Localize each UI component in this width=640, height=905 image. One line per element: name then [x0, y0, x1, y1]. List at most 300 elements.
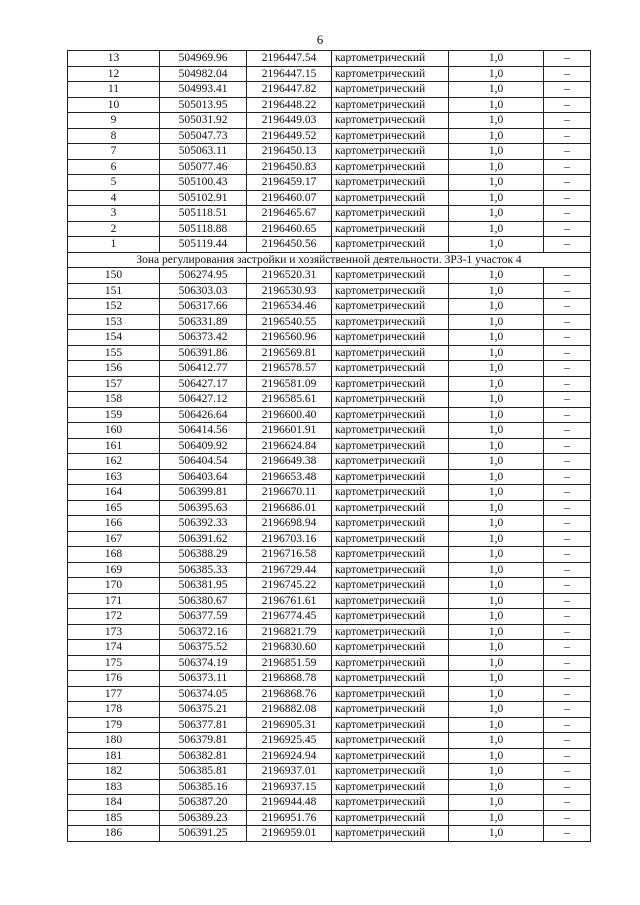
note-cell: – — [544, 593, 591, 609]
method-cell: картометрический — [332, 423, 449, 439]
point-number-cell: 172 — [68, 609, 160, 625]
method-cell: картометрический — [332, 438, 449, 454]
method-cell: картометрический — [332, 810, 449, 826]
table-row — [68, 795, 591, 811]
method-cell: картометрический — [332, 748, 449, 764]
accuracy-cell: 1,0 — [449, 113, 544, 129]
note-cell: – — [544, 779, 591, 795]
x-coordinate-cell: 506391.86 — [160, 345, 247, 361]
y-coordinate-cell: 2196460.07 — [247, 190, 332, 206]
accuracy-cell: 1,0 — [449, 469, 544, 485]
x-coordinate-cell: 506317.66 — [160, 299, 247, 315]
table-row — [68, 671, 591, 687]
accuracy-cell: 1,0 — [449, 423, 544, 439]
y-coordinate-cell: 2196716.58 — [247, 547, 332, 563]
x-coordinate-cell: 506392.33 — [160, 516, 247, 532]
table-row — [68, 531, 591, 547]
table-row — [68, 82, 591, 98]
table-row — [68, 175, 591, 191]
method-cell: картометрический — [332, 113, 449, 129]
note-cell: – — [544, 438, 591, 454]
y-coordinate-cell: 2196448.22 — [247, 97, 332, 113]
table-row — [68, 314, 591, 330]
accuracy-cell: 1,0 — [449, 671, 544, 687]
note-cell: – — [544, 795, 591, 811]
x-coordinate-cell: 506385.16 — [160, 779, 247, 795]
point-number-cell: 153 — [68, 314, 160, 330]
x-coordinate-cell: 506427.17 — [160, 376, 247, 392]
table-row — [68, 717, 591, 733]
method-cell: картометрический — [332, 330, 449, 346]
y-coordinate-cell: 2196585.61 — [247, 392, 332, 408]
note-cell: – — [544, 423, 591, 439]
method-cell: картометрический — [332, 175, 449, 191]
section-title: Зона регулирования застройки и хозяйственной деятельности. ЗРЗ-1 участок 4 — [68, 252, 591, 268]
y-coordinate-cell: 2196460.65 — [247, 221, 332, 237]
point-number-cell: 152 — [68, 299, 160, 315]
point-number-cell: 163 — [68, 469, 160, 485]
note-cell: – — [544, 113, 591, 129]
point-number-cell: 155 — [68, 345, 160, 361]
x-coordinate-cell: 506274.95 — [160, 268, 247, 284]
y-coordinate-cell: 2196601.91 — [247, 423, 332, 439]
y-coordinate-cell: 2196670.11 — [247, 485, 332, 501]
table-row — [68, 345, 591, 361]
accuracy-cell: 1,0 — [449, 190, 544, 206]
x-coordinate-cell: 506375.21 — [160, 702, 247, 718]
method-cell: картометрический — [332, 779, 449, 795]
x-coordinate-cell: 506389.23 — [160, 810, 247, 826]
x-coordinate-cell: 506374.19 — [160, 655, 247, 671]
accuracy-cell: 1,0 — [449, 624, 544, 640]
method-cell: картометрический — [332, 640, 449, 656]
note-cell: – — [544, 376, 591, 392]
point-number-cell: 11 — [68, 82, 160, 98]
method-cell: картометрический — [332, 128, 449, 144]
y-coordinate-cell: 2196450.56 — [247, 237, 332, 253]
table-row — [68, 190, 591, 206]
table-row — [68, 392, 591, 408]
y-coordinate-cell: 2196540.55 — [247, 314, 332, 330]
y-coordinate-cell: 2196653.48 — [247, 469, 332, 485]
y-coordinate-cell: 2196905.31 — [247, 717, 332, 733]
x-coordinate-cell: 505100.43 — [160, 175, 247, 191]
method-cell: картометрический — [332, 795, 449, 811]
section-header — [68, 252, 591, 268]
table-row — [68, 221, 591, 237]
point-number-cell: 179 — [68, 717, 160, 733]
method-cell: картометрический — [332, 97, 449, 113]
accuracy-cell: 1,0 — [449, 361, 544, 377]
accuracy-cell: 1,0 — [449, 779, 544, 795]
x-coordinate-cell: 506303.03 — [160, 283, 247, 299]
y-coordinate-cell: 2196600.40 — [247, 407, 332, 423]
note-cell: – — [544, 51, 591, 67]
x-coordinate-cell: 504993.41 — [160, 82, 247, 98]
y-coordinate-cell: 2196649.38 — [247, 454, 332, 470]
x-coordinate-cell: 506373.11 — [160, 671, 247, 687]
x-coordinate-cell: 506404.54 — [160, 454, 247, 470]
x-coordinate-cell: 506399.81 — [160, 485, 247, 501]
accuracy-cell: 1,0 — [449, 547, 544, 563]
accuracy-cell: 1,0 — [449, 593, 544, 609]
table-row — [68, 702, 591, 718]
accuracy-cell: 1,0 — [449, 51, 544, 67]
section-row — [68, 252, 591, 268]
note-cell: – — [544, 702, 591, 718]
y-coordinate-cell: 2196465.67 — [247, 206, 332, 222]
table-row — [68, 485, 591, 501]
point-number-cell: 158 — [68, 392, 160, 408]
table-row — [68, 764, 591, 780]
table-row — [68, 578, 591, 594]
point-number-cell: 167 — [68, 531, 160, 547]
accuracy-cell: 1,0 — [449, 221, 544, 237]
x-coordinate-cell: 506379.81 — [160, 733, 247, 749]
x-coordinate-cell: 506382.81 — [160, 748, 247, 764]
accuracy-cell: 1,0 — [449, 175, 544, 191]
note-cell: – — [544, 283, 591, 299]
y-coordinate-cell: 2196868.78 — [247, 671, 332, 687]
x-coordinate-cell: 506387.20 — [160, 795, 247, 811]
point-number-cell: 13 — [68, 51, 160, 67]
table-row — [68, 113, 591, 129]
x-coordinate-cell: 506414.56 — [160, 423, 247, 439]
table-body-bottom — [68, 268, 591, 842]
note-cell: – — [544, 686, 591, 702]
y-coordinate-cell: 2196698.94 — [247, 516, 332, 532]
table-row — [68, 330, 591, 346]
y-coordinate-cell: 2196851.59 — [247, 655, 332, 671]
point-number-cell: 173 — [68, 624, 160, 640]
x-coordinate-cell: 506373.42 — [160, 330, 247, 346]
note-cell: – — [544, 748, 591, 764]
x-coordinate-cell: 506412.77 — [160, 361, 247, 377]
note-cell: – — [544, 810, 591, 826]
note-cell: – — [544, 190, 591, 206]
x-coordinate-cell: 505119.44 — [160, 237, 247, 253]
method-cell: картометрический — [332, 283, 449, 299]
note-cell: – — [544, 562, 591, 578]
accuracy-cell: 1,0 — [449, 795, 544, 811]
x-coordinate-cell: 506372.16 — [160, 624, 247, 640]
x-coordinate-cell: 506377.81 — [160, 717, 247, 733]
y-coordinate-cell: 2196450.13 — [247, 144, 332, 160]
point-number-cell: 4 — [68, 190, 160, 206]
table-row — [68, 283, 591, 299]
point-number-cell: 161 — [68, 438, 160, 454]
point-number-cell: 184 — [68, 795, 160, 811]
point-number-cell: 177 — [68, 686, 160, 702]
coordinates-table — [67, 50, 591, 842]
point-number-cell: 7 — [68, 144, 160, 160]
accuracy-cell: 1,0 — [449, 609, 544, 625]
method-cell: картометрический — [332, 268, 449, 284]
method-cell: картометрический — [332, 221, 449, 237]
point-number-cell: 170 — [68, 578, 160, 594]
y-coordinate-cell: 2196761.61 — [247, 593, 332, 609]
method-cell: картометрический — [332, 671, 449, 687]
accuracy-cell: 1,0 — [449, 748, 544, 764]
y-coordinate-cell: 2196450.83 — [247, 159, 332, 175]
point-number-cell: 1 — [68, 237, 160, 253]
point-number-cell: 3 — [68, 206, 160, 222]
method-cell: картометрический — [332, 469, 449, 485]
y-coordinate-cell: 2196578.57 — [247, 361, 332, 377]
table-row — [68, 547, 591, 563]
point-number-cell: 159 — [68, 407, 160, 423]
x-coordinate-cell: 506377.59 — [160, 609, 247, 625]
table-row — [68, 206, 591, 222]
y-coordinate-cell: 2196951.76 — [247, 810, 332, 826]
y-coordinate-cell: 2196729.44 — [247, 562, 332, 578]
point-number-cell: 182 — [68, 764, 160, 780]
table-row — [68, 159, 591, 175]
accuracy-cell: 1,0 — [449, 206, 544, 222]
note-cell: – — [544, 314, 591, 330]
method-cell: картометрический — [332, 655, 449, 671]
method-cell: картометрический — [332, 345, 449, 361]
note-cell: – — [544, 128, 591, 144]
table-row — [68, 376, 591, 392]
accuracy-cell: 1,0 — [449, 330, 544, 346]
method-cell: картометрический — [332, 299, 449, 315]
point-number-cell: 160 — [68, 423, 160, 439]
x-coordinate-cell: 506375.52 — [160, 640, 247, 656]
y-coordinate-cell: 2196944.48 — [247, 795, 332, 811]
x-coordinate-cell: 506409.92 — [160, 438, 247, 454]
accuracy-cell: 1,0 — [449, 500, 544, 516]
note-cell: – — [544, 640, 591, 656]
point-number-cell: 6 — [68, 159, 160, 175]
note-cell: – — [544, 531, 591, 547]
method-cell: картометрический — [332, 82, 449, 98]
table-body-top — [68, 51, 591, 253]
note-cell: – — [544, 144, 591, 160]
note-cell: – — [544, 407, 591, 423]
y-coordinate-cell: 2196937.15 — [247, 779, 332, 795]
method-cell: картометрический — [332, 686, 449, 702]
method-cell: картометрический — [332, 361, 449, 377]
accuracy-cell: 1,0 — [449, 655, 544, 671]
accuracy-cell: 1,0 — [449, 562, 544, 578]
note-cell: – — [544, 671, 591, 687]
note-cell: – — [544, 392, 591, 408]
table-row — [68, 66, 591, 82]
accuracy-cell: 1,0 — [449, 764, 544, 780]
method-cell: картометрический — [332, 144, 449, 160]
point-number-cell: 175 — [68, 655, 160, 671]
note-cell: – — [544, 733, 591, 749]
table-row — [68, 655, 591, 671]
note-cell: – — [544, 268, 591, 284]
point-number-cell: 10 — [68, 97, 160, 113]
table-row — [68, 826, 591, 842]
table-row — [68, 51, 591, 67]
method-cell: картометрический — [332, 562, 449, 578]
accuracy-cell: 1,0 — [449, 717, 544, 733]
x-coordinate-cell: 506331.89 — [160, 314, 247, 330]
accuracy-cell: 1,0 — [449, 97, 544, 113]
accuracy-cell: 1,0 — [449, 407, 544, 423]
table-row — [68, 438, 591, 454]
accuracy-cell: 1,0 — [449, 237, 544, 253]
accuracy-cell: 1,0 — [449, 299, 544, 315]
accuracy-cell: 1,0 — [449, 376, 544, 392]
y-coordinate-cell: 2196830.60 — [247, 640, 332, 656]
y-coordinate-cell: 2196959.01 — [247, 826, 332, 842]
method-cell: картометрический — [332, 66, 449, 82]
note-cell: – — [544, 159, 591, 175]
note-cell: – — [544, 237, 591, 253]
x-coordinate-cell: 506374.05 — [160, 686, 247, 702]
note-cell: – — [544, 221, 591, 237]
y-coordinate-cell: 2196925.45 — [247, 733, 332, 749]
method-cell: картометрический — [332, 531, 449, 547]
accuracy-cell: 1,0 — [449, 314, 544, 330]
point-number-cell: 157 — [68, 376, 160, 392]
note-cell: – — [544, 500, 591, 516]
table-row — [68, 128, 591, 144]
note-cell: – — [544, 330, 591, 346]
accuracy-cell: 1,0 — [449, 268, 544, 284]
accuracy-cell: 1,0 — [449, 144, 544, 160]
note-cell: – — [544, 547, 591, 563]
point-number-cell: 8 — [68, 128, 160, 144]
method-cell: картометрический — [332, 826, 449, 842]
note-cell: – — [544, 82, 591, 98]
point-number-cell: 165 — [68, 500, 160, 516]
method-cell: картометрический — [332, 51, 449, 67]
note-cell: – — [544, 175, 591, 191]
table-row — [68, 516, 591, 532]
note-cell: – — [544, 764, 591, 780]
table-row — [68, 779, 591, 795]
point-number-cell: 154 — [68, 330, 160, 346]
table-row — [68, 733, 591, 749]
point-number-cell: 166 — [68, 516, 160, 532]
y-coordinate-cell: 2196447.54 — [247, 51, 332, 67]
note-cell: – — [544, 206, 591, 222]
y-coordinate-cell: 2196447.82 — [247, 82, 332, 98]
note-cell: – — [544, 485, 591, 501]
table-row — [68, 361, 591, 377]
point-number-cell: 2 — [68, 221, 160, 237]
x-coordinate-cell: 506426.64 — [160, 407, 247, 423]
note-cell: – — [544, 624, 591, 640]
table-row — [68, 423, 591, 439]
x-coordinate-cell: 506385.81 — [160, 764, 247, 780]
accuracy-cell: 1,0 — [449, 531, 544, 547]
table-row — [68, 299, 591, 315]
x-coordinate-cell: 506381.95 — [160, 578, 247, 594]
point-number-cell: 164 — [68, 485, 160, 501]
note-cell: – — [544, 299, 591, 315]
method-cell: картометрический — [332, 190, 449, 206]
x-coordinate-cell: 506380.67 — [160, 593, 247, 609]
point-number-cell: 186 — [68, 826, 160, 842]
method-cell: картометрический — [332, 578, 449, 594]
point-number-cell: 185 — [68, 810, 160, 826]
x-coordinate-cell: 505031.92 — [160, 113, 247, 129]
note-cell: – — [544, 454, 591, 470]
table-row — [68, 97, 591, 113]
point-number-cell: 162 — [68, 454, 160, 470]
accuracy-cell: 1,0 — [449, 283, 544, 299]
method-cell: картометрический — [332, 624, 449, 640]
accuracy-cell: 1,0 — [449, 485, 544, 501]
accuracy-cell: 1,0 — [449, 66, 544, 82]
point-number-cell: 5 — [68, 175, 160, 191]
point-number-cell: 156 — [68, 361, 160, 377]
y-coordinate-cell: 2196703.16 — [247, 531, 332, 547]
point-number-cell: 150 — [68, 268, 160, 284]
table-row — [68, 686, 591, 702]
x-coordinate-cell: 505063.11 — [160, 144, 247, 160]
x-coordinate-cell: 506388.29 — [160, 547, 247, 563]
point-number-cell: 178 — [68, 702, 160, 718]
accuracy-cell: 1,0 — [449, 640, 544, 656]
x-coordinate-cell: 505047.73 — [160, 128, 247, 144]
x-coordinate-cell: 505102.91 — [160, 190, 247, 206]
note-cell: – — [544, 66, 591, 82]
table-row — [68, 609, 591, 625]
y-coordinate-cell: 2196530.93 — [247, 283, 332, 299]
table-row — [68, 624, 591, 640]
x-coordinate-cell: 506403.64 — [160, 469, 247, 485]
x-coordinate-cell: 506395.63 — [160, 500, 247, 516]
method-cell: картометрический — [332, 485, 449, 501]
y-coordinate-cell: 2196821.79 — [247, 624, 332, 640]
table-row — [68, 454, 591, 470]
x-coordinate-cell: 505118.51 — [160, 206, 247, 222]
accuracy-cell: 1,0 — [449, 159, 544, 175]
point-number-cell: 151 — [68, 283, 160, 299]
accuracy-cell: 1,0 — [449, 345, 544, 361]
point-number-cell: 174 — [68, 640, 160, 656]
note-cell: – — [544, 826, 591, 842]
note-cell: – — [544, 609, 591, 625]
point-number-cell: 181 — [68, 748, 160, 764]
y-coordinate-cell: 2196534.46 — [247, 299, 332, 315]
y-coordinate-cell: 2196937.01 — [247, 764, 332, 780]
point-number-cell: 171 — [68, 593, 160, 609]
point-number-cell: 183 — [68, 779, 160, 795]
y-coordinate-cell: 2196774.45 — [247, 609, 332, 625]
page-number: 6 — [316, 32, 324, 47]
y-coordinate-cell: 2196560.96 — [247, 330, 332, 346]
y-coordinate-cell: 2196459.17 — [247, 175, 332, 191]
accuracy-cell: 1,0 — [449, 810, 544, 826]
method-cell: картометрический — [332, 733, 449, 749]
accuracy-cell: 1,0 — [449, 733, 544, 749]
point-number-cell: 180 — [68, 733, 160, 749]
point-number-cell: 176 — [68, 671, 160, 687]
method-cell: картометрический — [332, 702, 449, 718]
note-cell: – — [544, 578, 591, 594]
method-cell: картометрический — [332, 454, 449, 470]
method-cell: картометрический — [332, 159, 449, 175]
method-cell: картометрический — [332, 376, 449, 392]
table-row — [68, 407, 591, 423]
accuracy-cell: 1,0 — [449, 686, 544, 702]
x-coordinate-cell: 504982.04 — [160, 66, 247, 82]
point-number-cell: 169 — [68, 562, 160, 578]
note-cell: – — [544, 469, 591, 485]
method-cell: картометрический — [332, 500, 449, 516]
method-cell: картометрический — [332, 206, 449, 222]
note-cell: – — [544, 345, 591, 361]
